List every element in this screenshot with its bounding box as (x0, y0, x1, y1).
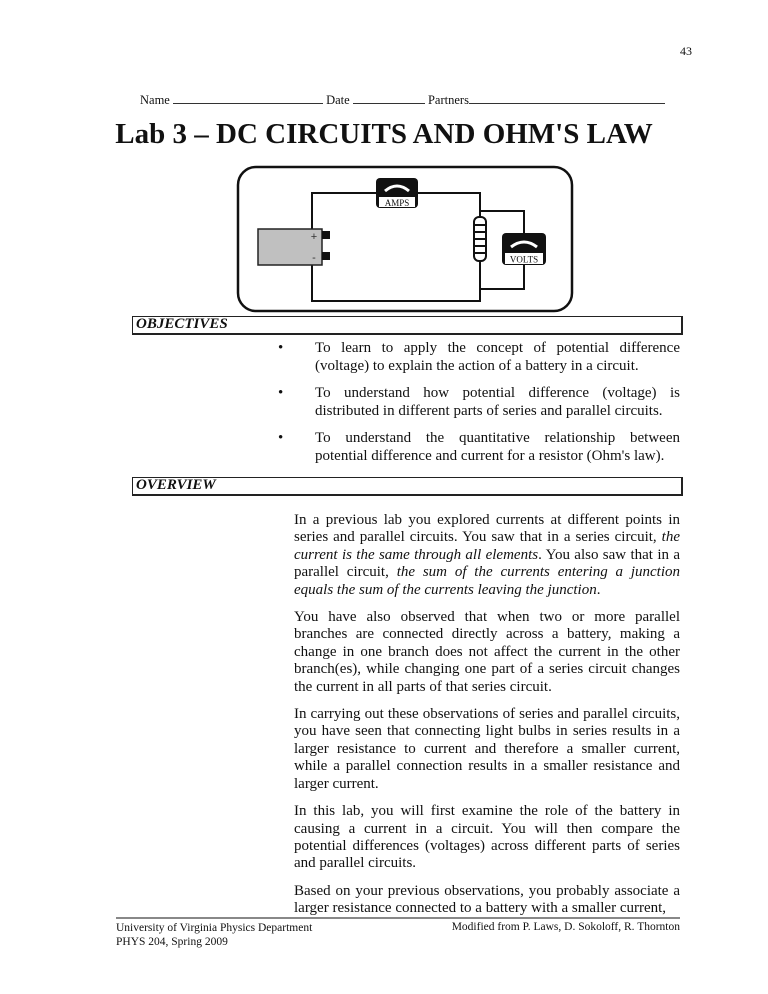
footer-divider (116, 917, 680, 919)
page-number: 43 (680, 44, 692, 58)
overview-paragraph-3: In carrying out these observations of series and parallel circuits, you have seen that connecting light bulbs in series results in a larger resistance to current and therefore a smaller current, while a parallel connection results in a smaller resistance and larger current. (294, 706, 680, 792)
emphasis: the current is the same through all elements (294, 529, 680, 563)
bullet: • (278, 385, 284, 401)
page-title: Lab 3 – DC CIRCUITS AND OHM'S LAW (115, 118, 653, 150)
footer-credit: Modified from P. Laws, D. Sokoloff, R. Thornton (451, 921, 680, 933)
resistor-icon (474, 217, 486, 261)
objective-text: To understand how potential difference (voltage) is distributed in different parts of series and parallel circuits. (315, 385, 680, 419)
circuit-diagram (236, 165, 574, 313)
svg-text:-: - (312, 252, 316, 264)
svg-text:+: + (310, 231, 318, 243)
footer-course: PHYS 204, Spring 2009 (116, 936, 228, 948)
overview-paragraph-4: In this lab, you will first examine the role of the battery in causing a current in a circuit. You will then compare the potential differences (voltages) across different parts of series and parallel circuits. (294, 803, 680, 872)
text-run: . You also saw that in a parallel circuit, (294, 546, 680, 581)
battery-icon (258, 229, 330, 265)
overview-heading-bar (132, 477, 683, 496)
student-info-line (140, 93, 665, 108)
objective-text: To learn to apply the concept of potential difference (voltage) to explain the action of a battery in a circuit. (315, 340, 680, 374)
objective-item (278, 430, 680, 465)
name-blank (173, 93, 323, 104)
overview-paragraph-2: You have also observed that when two or more parallel branches are connected directly across a battery, making a change in one branch does not affect the current in the other branch(es), while changing one part of a series circuit changes the current in all parts of that series circuit. (294, 609, 680, 695)
ammeter-icon (376, 178, 418, 208)
emphasis: the sum of the currents entering a junction equals the sum of the currents leaving the junction (294, 564, 680, 598)
text-run: . (596, 581, 601, 598)
svg-text:AMPS: AMPS (384, 198, 410, 208)
objective-item (278, 340, 680, 375)
footer-left (116, 921, 312, 949)
objective-text: To understand the quantitative relationship between potential difference and current for a resistor (Ohm's law). (315, 430, 680, 464)
date-label: Date (326, 93, 350, 107)
voltmeter-icon (502, 233, 546, 265)
objectives-heading: OBJECTIVES (136, 316, 228, 332)
objectives-list (278, 340, 680, 475)
bullet: • (278, 340, 284, 356)
partners-label: Partners (427, 93, 469, 107)
partners-blank (469, 93, 665, 104)
bullet: • (278, 430, 284, 446)
objective-item (278, 385, 680, 420)
date-blank (353, 93, 425, 104)
objectives-heading-bar (132, 316, 683, 335)
text-run: In a previous lab you explored currents at different points in series and parallel circuits. You saw that in a series circuit, (294, 512, 680, 546)
overview-body (294, 512, 680, 928)
overview-paragraph-5: Based on your previous observations, you probably associate a larger resistance connected to a battery with a smaller current, (294, 882, 680, 917)
footer-department: University of Virginia Physics Department (116, 922, 313, 934)
name-label: Name (140, 93, 170, 107)
overview-heading: OVERVIEW (136, 477, 216, 493)
svg-text:VOLTS: VOLTS (509, 254, 539, 265)
overview-paragraph-1 (294, 512, 680, 599)
